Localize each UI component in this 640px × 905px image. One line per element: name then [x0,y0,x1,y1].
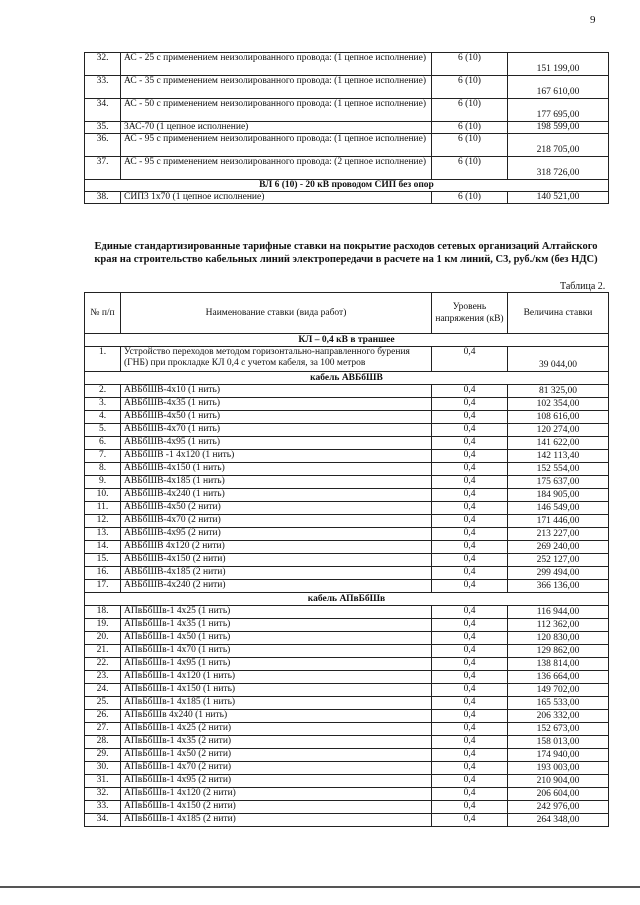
row-value: 158 013,00 [508,736,609,749]
table-row [85,619,609,632]
section-title: ВЛ 6 (10) - 20 кВ проводом СИП без опор [85,180,609,192]
row-value: 264 348,00 [508,814,609,827]
row-voltage: 0,4 [432,489,508,502]
table-row [85,697,609,710]
row-number: 33. [85,76,121,99]
row-voltage: 0,4 [432,567,508,580]
row-number: 20. [85,632,121,645]
table-row [85,76,609,99]
row-voltage: 6 (10) [432,99,508,122]
row-number: 5. [85,424,121,437]
row-number: 30. [85,762,121,775]
section-row [85,334,609,347]
row-value: 171 446,00 [508,515,609,528]
row-number: 18. [85,606,121,619]
row-number: 35. [85,122,121,134]
row-name: АС - 25 с применением неизолированного провода: (1 цепное исполнение) [121,53,432,76]
row-value: 174 940,00 [508,749,609,762]
table-row [85,801,609,814]
table-row [85,476,609,489]
row-value: 206 332,00 [508,710,609,723]
section-title: КЛ – 0,4 кВ в траншее [85,334,609,347]
row-number: 34. [85,99,121,122]
header-name: Наименование ставки (вида работ) [121,293,432,334]
row-value: 138 814,00 [508,658,609,671]
row-voltage: 0,4 [432,762,508,775]
row-voltage: 6 (10) [432,157,508,180]
row-number: 32. [85,788,121,801]
table-row [85,134,609,157]
row-value: 39 044,00 [508,347,609,372]
table-row [85,489,609,502]
row-value: 366 136,00 [508,580,609,593]
row-voltage: 0,4 [432,580,508,593]
row-number: 16. [85,567,121,580]
row-name: АВБбШВ-4х240 (2 нити) [121,580,432,593]
row-value: 120 830,00 [508,632,609,645]
row-name: АПвБбШв-1 4х35 (2 нити) [121,736,432,749]
row-name: АПвБбШв-1 4х70 (2 нити) [121,762,432,775]
row-voltage: 0,4 [432,347,508,372]
row-voltage: 0,4 [432,619,508,632]
row-value: 141 622,00 [508,437,609,450]
row-value: 210 904,00 [508,775,609,788]
row-number: 8. [85,463,121,476]
row-name: АС - 35 с применением неизолированного провода: (1 цепное исполнение) [121,76,432,99]
row-number: 9. [85,476,121,489]
row-name: АВБбШВ -1 4х120 (1 нить) [121,450,432,463]
row-value: 175 637,00 [508,476,609,489]
row-value: 136 664,00 [508,671,609,684]
row-number: 19. [85,619,121,632]
table-row [85,762,609,775]
table-row [85,723,609,736]
table-row [85,632,609,645]
row-value: 242 976,00 [508,801,609,814]
row-name: АВБбШВ-4х35 (1 нить) [121,398,432,411]
row-name: АВБбШВ 4х120 (2 нити) [121,541,432,554]
row-number: 4. [85,411,121,424]
row-value: 102 354,00 [508,398,609,411]
row-name: АВБбШВ-4х70 (1 нить) [121,424,432,437]
row-value: 252 127,00 [508,554,609,567]
section-heading: Единые стандартизированные тарифные ставки на покрытие расходов сетевых организаций Алтайского края на строительство кабельных линий электропередачи в расчете на 1 км линий, С3, руб./км (без НДС) [94,241,598,265]
row-voltage: 0,4 [432,424,508,437]
row-number: 28. [85,736,121,749]
row-number: 10. [85,489,121,502]
table-row [85,398,609,411]
row-voltage: 0,4 [432,788,508,801]
row-value: 184 905,00 [508,489,609,502]
table-row [85,671,609,684]
row-number: 25. [85,697,121,710]
row-number: 15. [85,554,121,567]
row-voltage: 0,4 [432,541,508,554]
table-row [85,424,609,437]
row-value: 299 494,00 [508,567,609,580]
table-row [85,684,609,697]
section-title: кабель АПвБбШв [85,593,609,606]
table-row [85,192,609,204]
table-row [85,736,609,749]
row-voltage: 0,4 [432,398,508,411]
row-voltage: 0,4 [432,463,508,476]
row-number: 23. [85,671,121,684]
row-value: 146 549,00 [508,502,609,515]
row-name: АПвБбШв-1 4х120 (1 нить) [121,671,432,684]
row-value: 218 705,00 [508,134,609,157]
row-value: 167 610,00 [508,76,609,99]
row-voltage: 0,4 [432,450,508,463]
table-row [85,347,609,372]
row-name: АВБбШВ-4х150 (1 нить) [121,463,432,476]
row-voltage: 6 (10) [432,134,508,157]
row-number: 31. [85,775,121,788]
row-number: 1. [85,347,121,372]
row-number: 13. [85,528,121,541]
table-row [85,53,609,76]
row-voltage: 0,4 [432,775,508,788]
row-value: 129 862,00 [508,645,609,658]
row-voltage: 0,4 [432,645,508,658]
section-title: кабель АВБбШВ [85,372,609,385]
row-voltage: 0,4 [432,437,508,450]
row-number: 26. [85,710,121,723]
header-value: Величина ставки [508,293,609,334]
row-name: АС - 50 с применением неизолированного провода: (1 цепное исполнение) [121,99,432,122]
table-row [85,502,609,515]
row-value: 151 199,00 [508,53,609,76]
table-row [85,385,609,398]
row-voltage: 0,4 [432,736,508,749]
row-name: АПвБбШв-1 4х50 (1 нить) [121,632,432,645]
table-row [85,99,609,122]
row-voltage: 6 (10) [432,53,508,76]
row-value: 81 325,00 [508,385,609,398]
table-row [85,580,609,593]
row-number: 17. [85,580,121,593]
table-row [85,450,609,463]
row-name: АПвБбШв-1 4х95 (2 нити) [121,775,432,788]
row-number: 32. [85,53,121,76]
row-name: 3АС-70 (1 цепное исполнение) [121,122,432,134]
row-name: АС - 95 с применением неизолированного провода: (2 цепное исполнение) [121,157,432,180]
row-name: Устройство переходов методом горизонтально-направленного бурения (ГНБ) при прокладке КЛ 0,4 с учетом кабеля, за 100 метров [121,347,432,372]
row-number: 29. [85,749,121,762]
table-header-row [85,293,609,334]
row-number: 21. [85,645,121,658]
table-row [85,788,609,801]
row-voltage: 6 (10) [432,76,508,99]
row-name: АПвБбШв-1 4х35 (1 нить) [121,619,432,632]
row-value: 116 944,00 [508,606,609,619]
row-number: 12. [85,515,121,528]
row-value: 140 521,00 [508,192,609,204]
row-name: АВБбШВ-4х70 (2 нити) [121,515,432,528]
row-name: АПвБбШв-1 4х185 (2 нити) [121,814,432,827]
row-voltage: 0,4 [432,814,508,827]
row-voltage: 0,4 [432,411,508,424]
header-number: № п/п [85,293,121,334]
row-name: АПвБбШв-1 4х120 (2 нити) [121,788,432,801]
table-label: Таблица 2. [560,281,606,292]
row-value: 318 726,00 [508,157,609,180]
row-value: 152 673,00 [508,723,609,736]
row-voltage: 0,4 [432,502,508,515]
section-row [85,372,609,385]
scan-edge-line [0,886,640,888]
row-voltage: 0,4 [432,723,508,736]
table-row [85,437,609,450]
row-name: АПвБбШв-1 4х185 (1 нить) [121,697,432,710]
row-number: 37. [85,157,121,180]
table-row [85,658,609,671]
row-voltage: 0,4 [432,658,508,671]
row-value: 193 003,00 [508,762,609,775]
table-row [85,775,609,788]
row-number: 33. [85,801,121,814]
row-voltage: 0,4 [432,606,508,619]
table-row [85,463,609,476]
overhead-lines-table [84,52,609,204]
row-voltage: 0,4 [432,476,508,489]
row-voltage: 0,4 [432,684,508,697]
row-name: АВБбШВ-4х50 (1 нить) [121,411,432,424]
row-number: 11. [85,502,121,515]
table-row [85,554,609,567]
row-number: 7. [85,450,121,463]
row-number: 34. [85,814,121,827]
row-name: АПвБбШв-1 4х25 (2 нити) [121,723,432,736]
table-row [85,749,609,762]
row-name: АВБбШВ-4х50 (2 нити) [121,502,432,515]
row-voltage: 0,4 [432,697,508,710]
page-number: 9 [590,14,596,26]
row-voltage: 0,4 [432,749,508,762]
row-name: АВБбШВ-4х10 (1 нить) [121,385,432,398]
table-row [85,541,609,554]
table-row [85,122,609,134]
row-voltage: 0,4 [432,515,508,528]
row-number: 24. [85,684,121,697]
row-voltage: 0,4 [432,385,508,398]
row-name: АВБбШВ-4х240 (1 нить) [121,489,432,502]
row-voltage: 0,4 [432,528,508,541]
row-number: 3. [85,398,121,411]
row-value: 177 695,00 [508,99,609,122]
row-voltage: 0,4 [432,632,508,645]
cable-lines-table [84,292,609,827]
row-value: 213 227,00 [508,528,609,541]
row-value: 112 362,00 [508,619,609,632]
row-name: АПвБбШв-1 4х150 (2 нити) [121,801,432,814]
table-row [85,411,609,424]
row-value: 206 604,00 [508,788,609,801]
row-name: АПвБбШв 4х240 (1 нить) [121,710,432,723]
row-name: АПвБбШв-1 4х25 (1 нить) [121,606,432,619]
section-row [85,180,609,192]
row-voltage: 6 (10) [432,122,508,134]
table-row [85,710,609,723]
row-name: АВБбШВ-4х185 (2 нити) [121,567,432,580]
row-value: 120 274,00 [508,424,609,437]
row-voltage: 0,4 [432,671,508,684]
row-voltage: 0,4 [432,710,508,723]
table-row [85,606,609,619]
row-value: 269 240,00 [508,541,609,554]
row-value: 165 533,00 [508,697,609,710]
row-number: 27. [85,723,121,736]
table-row [85,567,609,580]
row-name: АВБбШВ-4х150 (2 нити) [121,554,432,567]
row-name: АВБбШВ-4х95 (1 нить) [121,437,432,450]
header-voltage: Уровень напряжения (кВ) [432,293,508,334]
table-row [85,515,609,528]
row-name: АПвБбШв-1 4х150 (1 нить) [121,684,432,697]
row-number: 14. [85,541,121,554]
row-value: 142 113,40 [508,450,609,463]
table-row [85,814,609,827]
row-number: 36. [85,134,121,157]
row-number: 6. [85,437,121,450]
row-number: 38. [85,192,121,204]
row-name: АВБбШВ-4х95 (2 нити) [121,528,432,541]
row-name: АПвБбШв-1 4х70 (1 нить) [121,645,432,658]
row-voltage: 6 (10) [432,192,508,204]
row-value: 149 702,00 [508,684,609,697]
row-voltage: 0,4 [432,554,508,567]
row-voltage: 0,4 [432,801,508,814]
section-row [85,593,609,606]
row-value: 198 599,00 [508,122,609,134]
row-name: АВБбШВ-4х185 (1 нить) [121,476,432,489]
row-name: АПвБбШв-1 4х50 (2 нити) [121,749,432,762]
row-value: 152 554,00 [508,463,609,476]
row-number: 22. [85,658,121,671]
table-row [85,157,609,180]
table-row [85,528,609,541]
row-value: 108 616,00 [508,411,609,424]
row-name: АПвБбШв-1 4х95 (1 нить) [121,658,432,671]
row-number: 2. [85,385,121,398]
row-name: АС - 95 с применением неизолированного провода: (1 цепное исполнение) [121,134,432,157]
table-row [85,645,609,658]
row-name: СИП3 1х70 (1 цепное исполнение) [121,192,432,204]
